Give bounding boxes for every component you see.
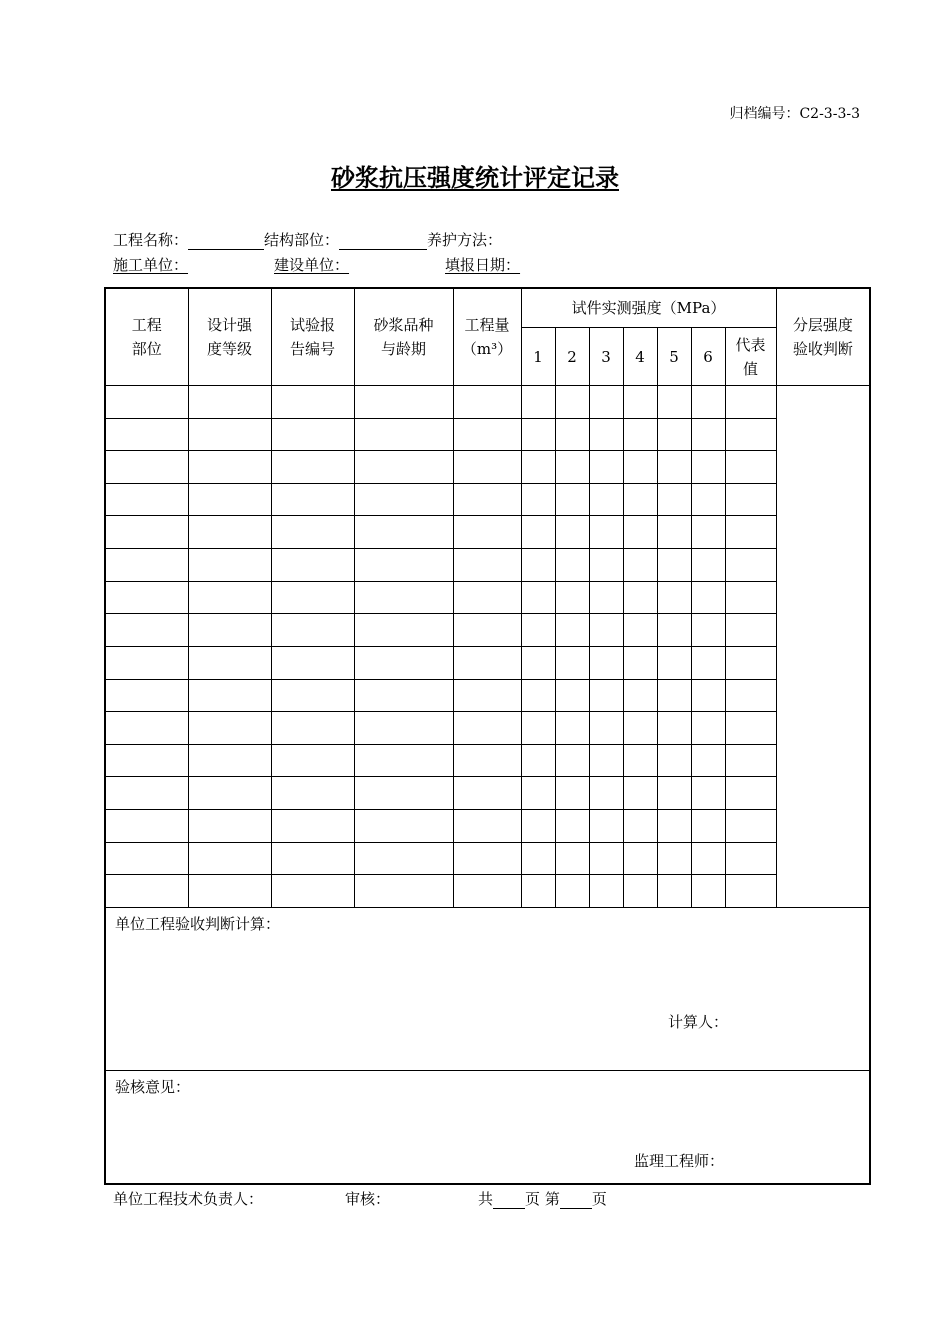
header-part-line1: 工程 xyxy=(131,316,162,335)
table-cell[interactable] xyxy=(725,386,776,419)
table-cell[interactable] xyxy=(623,646,657,679)
table-cell[interactable] xyxy=(271,483,354,516)
table-cell[interactable] xyxy=(453,809,521,842)
table-row xyxy=(105,614,870,647)
header-judge-line1: 分层强度 xyxy=(792,316,853,335)
table-cell[interactable] xyxy=(188,809,271,842)
structure-part-field[interactable] xyxy=(339,233,427,250)
header-judge-line2: 验收判断 xyxy=(792,340,853,359)
table-cell[interactable] xyxy=(188,549,271,582)
table-cell[interactable] xyxy=(453,646,521,679)
table-cell[interactable] xyxy=(521,712,555,745)
table-cell[interactable] xyxy=(453,581,521,614)
table-cell[interactable] xyxy=(188,875,271,908)
table-cell[interactable] xyxy=(453,451,521,484)
project-name-field[interactable] xyxy=(188,233,264,250)
table-cell[interactable] xyxy=(521,777,555,810)
table-cell[interactable] xyxy=(521,646,555,679)
builder-unit-label: 建设单位： xyxy=(274,256,350,274)
page-title-text: 砂浆抗压强度统计评定记录 xyxy=(331,163,619,192)
table-cell[interactable] xyxy=(453,712,521,745)
construction-unit-label: 施工单位： xyxy=(113,256,189,274)
table-cell[interactable] xyxy=(691,744,725,777)
header-grade-line2: 度等级 xyxy=(206,340,252,359)
table-cell[interactable] xyxy=(691,679,725,712)
table-cell[interactable] xyxy=(725,875,776,908)
table-cell[interactable] xyxy=(555,809,589,842)
header-judge xyxy=(776,288,870,386)
table-cell[interactable] xyxy=(354,777,453,810)
total-pages-field[interactable] xyxy=(493,1192,525,1209)
header-mortar xyxy=(354,288,453,386)
table-cell[interactable] xyxy=(555,581,589,614)
table-cell[interactable] xyxy=(521,516,555,549)
table-cell[interactable] xyxy=(725,842,776,875)
header-report-line2: 告编号 xyxy=(289,340,335,359)
table-cell[interactable] xyxy=(105,386,188,419)
table-cell[interactable] xyxy=(105,418,188,451)
table-cell[interactable] xyxy=(521,549,555,582)
table-cell[interactable] xyxy=(623,744,657,777)
table-cell[interactable] xyxy=(354,842,453,875)
header-grade-line1: 设计强 xyxy=(206,316,252,335)
table-cell[interactable] xyxy=(521,614,555,647)
table-cell[interactable] xyxy=(188,451,271,484)
table-cell[interactable] xyxy=(555,842,589,875)
header-representative-line1: 代表 xyxy=(735,335,766,354)
table-cell[interactable] xyxy=(589,646,623,679)
table-cell[interactable] xyxy=(521,679,555,712)
table-cell[interactable] xyxy=(271,679,354,712)
table-row xyxy=(105,516,870,549)
table-cell[interactable] xyxy=(691,777,725,810)
header-sample-5: 5 xyxy=(657,328,691,386)
table-row xyxy=(105,646,870,679)
table-cell[interactable] xyxy=(271,646,354,679)
table-cell[interactable] xyxy=(188,777,271,810)
table-row xyxy=(105,679,870,712)
table-cell[interactable] xyxy=(691,581,725,614)
table-cell[interactable] xyxy=(105,483,188,516)
table-cell[interactable] xyxy=(589,581,623,614)
page-number-field[interactable] xyxy=(560,1192,592,1209)
table-cell[interactable] xyxy=(589,483,623,516)
header-representative xyxy=(725,328,776,386)
tech-lead-label: 单位工程技术负责人： xyxy=(113,1190,264,1208)
table-cell[interactable] xyxy=(188,744,271,777)
header-representative-line2: 值 xyxy=(743,359,759,378)
table-cell[interactable] xyxy=(271,875,354,908)
table-cell[interactable] xyxy=(453,744,521,777)
table-row xyxy=(105,744,870,777)
table-cell[interactable] xyxy=(589,386,623,419)
table-cell[interactable] xyxy=(188,483,271,516)
table-cell[interactable] xyxy=(105,451,188,484)
table-cell[interactable] xyxy=(657,418,691,451)
table-cell[interactable] xyxy=(354,744,453,777)
table-cell[interactable] xyxy=(105,777,188,810)
table-cell[interactable] xyxy=(623,842,657,875)
table-cell[interactable] xyxy=(354,875,453,908)
table-cell[interactable] xyxy=(188,418,271,451)
table-cell[interactable] xyxy=(555,875,589,908)
table-cell[interactable] xyxy=(453,842,521,875)
table-cell[interactable] xyxy=(521,483,555,516)
judge-cell[interactable] xyxy=(776,386,870,908)
table-cell[interactable] xyxy=(555,516,589,549)
table-cell[interactable] xyxy=(623,418,657,451)
table-cell[interactable] xyxy=(589,712,623,745)
table-cell[interactable] xyxy=(657,646,691,679)
table-cell[interactable] xyxy=(589,549,623,582)
table-cell[interactable] xyxy=(725,712,776,745)
table-cell[interactable] xyxy=(521,875,555,908)
table-cell[interactable] xyxy=(188,516,271,549)
table-cell[interactable] xyxy=(105,516,188,549)
table-cell[interactable] xyxy=(623,614,657,647)
table-cell[interactable] xyxy=(354,386,453,419)
table-cell[interactable] xyxy=(555,386,589,419)
table-cell[interactable] xyxy=(271,712,354,745)
table-cell[interactable] xyxy=(725,483,776,516)
table-cell[interactable] xyxy=(354,581,453,614)
table-row xyxy=(105,581,870,614)
table-cell[interactable] xyxy=(105,549,188,582)
table-cell[interactable] xyxy=(271,777,354,810)
table-cell[interactable] xyxy=(725,549,776,582)
table-cell[interactable] xyxy=(725,451,776,484)
header-grade xyxy=(188,288,271,386)
table-cell[interactable] xyxy=(691,386,725,419)
table-cell[interactable] xyxy=(354,549,453,582)
table-cell[interactable] xyxy=(555,614,589,647)
table-cell[interactable] xyxy=(105,581,188,614)
table-cell[interactable] xyxy=(354,712,453,745)
table-cell[interactable] xyxy=(521,418,555,451)
header-report xyxy=(271,288,354,386)
table-cell[interactable] xyxy=(453,516,521,549)
table-cell[interactable] xyxy=(725,418,776,451)
table-cell[interactable] xyxy=(589,809,623,842)
table-cell[interactable] xyxy=(589,451,623,484)
table-cell[interactable] xyxy=(657,483,691,516)
table-cell[interactable] xyxy=(725,777,776,810)
table-cell[interactable] xyxy=(271,581,354,614)
table-cell[interactable] xyxy=(521,809,555,842)
header-mortar-line2: 与龄期 xyxy=(380,340,426,359)
table-row xyxy=(105,809,870,842)
table-cell[interactable] xyxy=(271,418,354,451)
table-row xyxy=(105,875,870,908)
table-cell[interactable] xyxy=(623,483,657,516)
table-cell[interactable] xyxy=(589,614,623,647)
table-row xyxy=(105,549,870,582)
table-cell[interactable] xyxy=(589,875,623,908)
review-section[interactable] xyxy=(105,1070,870,1184)
table-cell[interactable] xyxy=(188,386,271,419)
table-cell[interactable] xyxy=(453,777,521,810)
table-cell[interactable] xyxy=(623,386,657,419)
table-cell[interactable] xyxy=(521,451,555,484)
fill-date-label: 填报日期： xyxy=(445,256,521,274)
table-cell[interactable] xyxy=(623,809,657,842)
calculator-label: 计算人： xyxy=(668,1012,729,1031)
table-cell[interactable] xyxy=(453,549,521,582)
table-cell[interactable] xyxy=(725,809,776,842)
table-cell[interactable] xyxy=(555,483,589,516)
table-cell[interactable] xyxy=(657,777,691,810)
table-cell[interactable] xyxy=(105,712,188,745)
table-cell[interactable] xyxy=(521,842,555,875)
data-rows xyxy=(105,386,870,908)
table-cell[interactable] xyxy=(105,842,188,875)
table-cell[interactable] xyxy=(188,842,271,875)
table-cell[interactable] xyxy=(725,679,776,712)
table-cell[interactable] xyxy=(589,744,623,777)
calc-section[interactable] xyxy=(105,907,870,1070)
table-row xyxy=(105,386,870,419)
table-row xyxy=(105,712,870,745)
table-cell[interactable] xyxy=(623,581,657,614)
page-title xyxy=(0,158,950,193)
table-cell[interactable] xyxy=(691,516,725,549)
header-quantity-line1: 工程量 xyxy=(464,316,510,335)
table-cell[interactable] xyxy=(521,744,555,777)
table-row xyxy=(105,842,870,875)
info-row-2 xyxy=(113,254,528,275)
table-cell[interactable] xyxy=(589,516,623,549)
table-cell[interactable] xyxy=(354,451,453,484)
header-sample-3: 3 xyxy=(589,328,623,386)
table-cell[interactable] xyxy=(354,614,453,647)
table-cell[interactable] xyxy=(657,679,691,712)
table-cell[interactable] xyxy=(105,809,188,842)
table-cell[interactable] xyxy=(271,451,354,484)
table-cell[interactable] xyxy=(589,679,623,712)
table-cell[interactable] xyxy=(188,614,271,647)
table-cell[interactable] xyxy=(657,516,691,549)
table-cell[interactable] xyxy=(188,712,271,745)
table-cell[interactable] xyxy=(623,712,657,745)
table-cell[interactable] xyxy=(623,451,657,484)
page-end-label: 页 xyxy=(591,1190,607,1208)
table-cell[interactable] xyxy=(354,516,453,549)
table-cell[interactable] xyxy=(623,875,657,908)
header-strength: 试件实测强度（MPa） xyxy=(521,288,776,328)
header-part xyxy=(105,288,188,386)
table-cell[interactable] xyxy=(725,614,776,647)
table-cell[interactable] xyxy=(453,679,521,712)
table-cell[interactable] xyxy=(691,549,725,582)
table-cell[interactable] xyxy=(521,386,555,419)
table-cell[interactable] xyxy=(657,809,691,842)
table-cell[interactable] xyxy=(657,549,691,582)
table-cell[interactable] xyxy=(271,386,354,419)
table-cell[interactable] xyxy=(105,614,188,647)
table-cell[interactable] xyxy=(521,581,555,614)
header-part-line2: 部位 xyxy=(131,340,162,359)
table-cell[interactable] xyxy=(188,646,271,679)
table-cell[interactable] xyxy=(555,744,589,777)
header-sample-2: 2 xyxy=(555,328,589,386)
header-quantity xyxy=(453,288,521,386)
project-name-label: 工程名称： xyxy=(113,231,189,249)
table-cell[interactable] xyxy=(188,679,271,712)
table-row xyxy=(105,483,870,516)
table-row xyxy=(105,451,870,484)
table-cell[interactable] xyxy=(354,646,453,679)
curing-method-label: 养护方法： xyxy=(427,231,503,249)
table-cell[interactable] xyxy=(623,679,657,712)
table-cell[interactable] xyxy=(691,451,725,484)
table-cell[interactable] xyxy=(691,483,725,516)
header-sample-4: 4 xyxy=(623,328,657,386)
calc-label: 单位工程验收判断计算： xyxy=(115,914,281,933)
table-cell[interactable] xyxy=(657,614,691,647)
table-cell[interactable] xyxy=(725,744,776,777)
table-cell[interactable] xyxy=(657,712,691,745)
table-row xyxy=(105,418,870,451)
table-cell[interactable] xyxy=(555,549,589,582)
table-cell[interactable] xyxy=(691,614,725,647)
page-label: 页 第 xyxy=(525,1190,560,1208)
table-cell[interactable] xyxy=(354,483,453,516)
table-cell[interactable] xyxy=(453,875,521,908)
table-cell[interactable] xyxy=(555,451,589,484)
table-cell[interactable] xyxy=(271,842,354,875)
supervisor-label: 监理工程师： xyxy=(634,1151,725,1170)
table-cell[interactable] xyxy=(657,451,691,484)
table-cell[interactable] xyxy=(623,516,657,549)
reviewer-label: 审核： xyxy=(345,1190,391,1208)
table-cell[interactable] xyxy=(105,679,188,712)
table-cell[interactable] xyxy=(589,842,623,875)
table-cell[interactable] xyxy=(105,875,188,908)
strength-table xyxy=(104,287,871,1185)
table-cell[interactable] xyxy=(453,418,521,451)
table-cell[interactable] xyxy=(555,679,589,712)
total-pages-label: 共 xyxy=(478,1190,494,1208)
table-cell[interactable] xyxy=(555,418,589,451)
header-mortar-line1: 砂浆品种 xyxy=(373,316,434,335)
table-cell[interactable] xyxy=(271,744,354,777)
info-row-1 xyxy=(113,229,502,250)
table-cell[interactable] xyxy=(725,646,776,679)
table-cell[interactable] xyxy=(691,418,725,451)
structure-part-label: 结构部位： xyxy=(264,231,340,249)
table-cell[interactable] xyxy=(555,646,589,679)
table-cell[interactable] xyxy=(453,386,521,419)
review-label: 验核意见： xyxy=(115,1077,191,1096)
table-cell[interactable] xyxy=(188,581,271,614)
table-cell[interactable] xyxy=(691,875,725,908)
table-cell[interactable] xyxy=(589,777,623,810)
table-cell[interactable] xyxy=(271,614,354,647)
table-cell[interactable] xyxy=(105,646,188,679)
table-cell[interactable] xyxy=(657,875,691,908)
footer xyxy=(113,1188,607,1209)
table-cell[interactable] xyxy=(453,614,521,647)
header-sample-6: 6 xyxy=(691,328,725,386)
table-cell[interactable] xyxy=(691,712,725,745)
table-cell[interactable] xyxy=(354,809,453,842)
table-cell[interactable] xyxy=(623,777,657,810)
table-cell[interactable] xyxy=(589,418,623,451)
table-cell[interactable] xyxy=(271,809,354,842)
table-cell[interactable] xyxy=(623,549,657,582)
table-row xyxy=(105,777,870,810)
table-cell[interactable] xyxy=(691,646,725,679)
table-cell[interactable] xyxy=(354,418,453,451)
table-cell[interactable] xyxy=(657,842,691,875)
table-cell[interactable] xyxy=(555,777,589,810)
table-cell[interactable] xyxy=(725,516,776,549)
header-sample-1: 1 xyxy=(521,328,555,386)
table-cell[interactable] xyxy=(105,744,188,777)
header-quantity-line2: （m³） xyxy=(461,340,513,359)
archive-number: 归档编号：C2-3-3-3 xyxy=(729,106,860,122)
table-cell[interactable] xyxy=(555,712,589,745)
table-cell[interactable] xyxy=(725,581,776,614)
header-report-line1: 试验报 xyxy=(289,316,335,335)
table-cell[interactable] xyxy=(657,581,691,614)
table-cell[interactable] xyxy=(657,386,691,419)
table-cell[interactable] xyxy=(657,744,691,777)
table-cell[interactable] xyxy=(271,516,354,549)
table-cell[interactable] xyxy=(354,679,453,712)
table-cell[interactable] xyxy=(691,842,725,875)
table-cell[interactable] xyxy=(691,809,725,842)
table-cell[interactable] xyxy=(271,549,354,582)
table-cell[interactable] xyxy=(453,483,521,516)
